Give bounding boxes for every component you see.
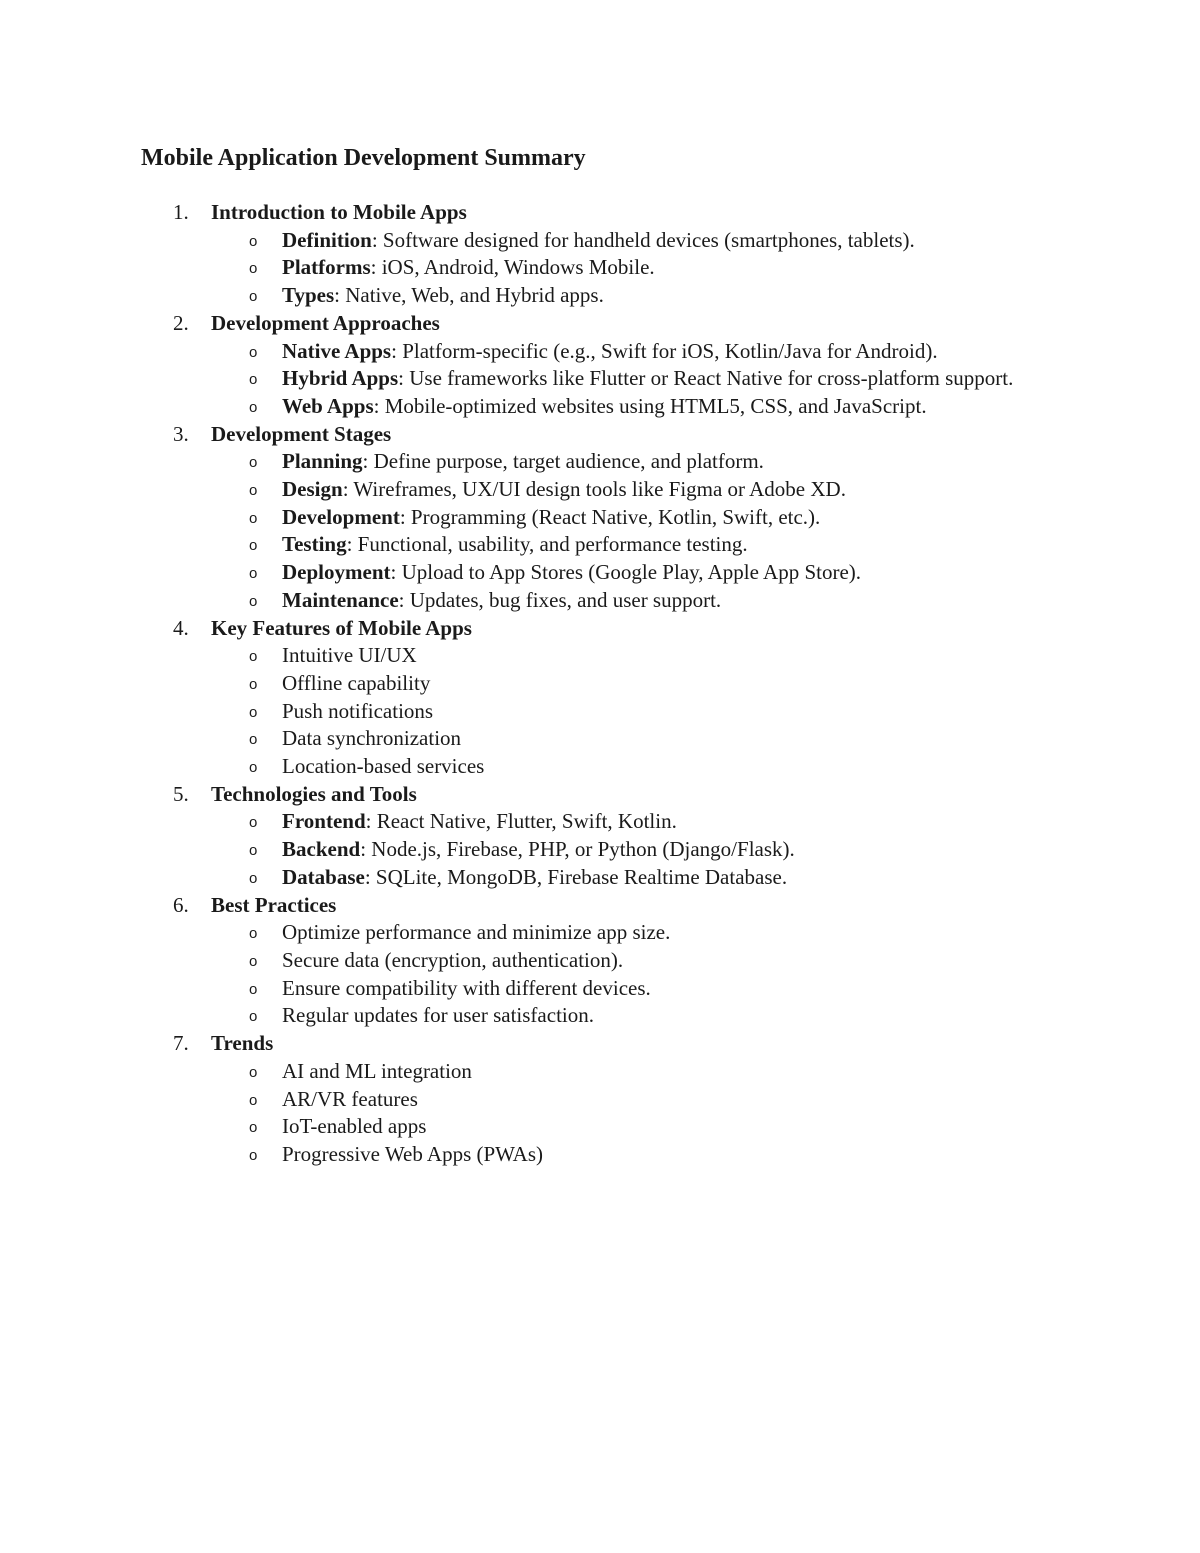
section-item <box>141 310 1061 421</box>
item-text: : Functional, usability, and performance testing. <box>346 532 748 557</box>
section-list <box>141 199 1061 1169</box>
hollow-bullet-icon: o <box>249 703 258 721</box>
item-text: Progressive Web Apps (PWAs) <box>282 1141 543 1166</box>
hollow-bullet-icon: o <box>249 869 258 887</box>
item-text: : Upload to App Stores (Google Play, Apple App Store). <box>390 560 862 585</box>
item-label: Frontend <box>282 809 366 834</box>
section-item <box>141 421 1061 615</box>
list-item <box>141 587 1061 615</box>
list-item <box>141 393 1061 421</box>
item-text: Data synchronization <box>282 726 462 751</box>
section-title: Development Approaches <box>211 310 440 335</box>
list-item <box>141 1058 1061 1086</box>
hollow-bullet-icon: o <box>249 232 258 250</box>
hollow-bullet-icon: o <box>249 1063 258 1081</box>
section-heading <box>141 892 1061 920</box>
hollow-bullet-icon: o <box>249 814 258 832</box>
item-label: Platforms <box>282 255 371 280</box>
item-label: Development <box>282 504 400 529</box>
page-title: Mobile Application Development Summary <box>141 145 586 171</box>
item-label: Backend <box>282 837 361 862</box>
section-item <box>141 199 1061 310</box>
item-text: : Native, Web, and Hybrid apps. <box>334 283 604 308</box>
list-item <box>141 919 1061 947</box>
section-item <box>141 1030 1061 1169</box>
hollow-bullet-icon: o <box>249 925 258 943</box>
list-item <box>141 670 1061 698</box>
list-item <box>141 559 1061 587</box>
item-label: Maintenance <box>282 587 399 612</box>
hollow-bullet-icon: o <box>249 509 258 527</box>
list-item <box>141 504 1061 532</box>
item-text: IoT-enabled apps <box>282 1114 427 1139</box>
hollow-bullet-icon: o <box>249 1119 258 1137</box>
section-title: Technologies and Tools <box>211 781 417 806</box>
item-text: Optimize performance and minimize app size. <box>282 920 671 945</box>
hollow-bullet-icon: o <box>249 371 258 389</box>
hollow-bullet-icon: o <box>249 592 258 610</box>
item-text: Location-based services <box>282 754 485 779</box>
list-item <box>141 227 1061 255</box>
section-number: 1. <box>173 200 189 224</box>
item-text: Ensure compatibility with different devices. <box>282 975 651 1000</box>
section-number: 3. <box>173 421 189 446</box>
sub-item-list <box>141 338 1061 421</box>
sub-item-list <box>141 642 1061 781</box>
item-text: : Use frameworks like Flutter or React Native for cross-platform support. <box>398 366 1014 391</box>
item-label: Deployment <box>282 560 391 585</box>
list-item <box>141 1002 1061 1030</box>
sub-item-list <box>141 808 1061 891</box>
sub-item-list <box>141 1058 1061 1169</box>
section-title: Key Features of Mobile Apps <box>211 615 472 640</box>
list-item <box>141 753 1061 781</box>
section-heading <box>141 199 1061 227</box>
item-label: Testing <box>282 532 347 557</box>
hollow-bullet-icon: o <box>249 260 258 278</box>
hollow-bullet-icon: o <box>249 398 258 416</box>
hollow-bullet-icon: o <box>249 980 258 998</box>
section-number: 7. <box>173 1031 189 1056</box>
list-item <box>141 836 1061 864</box>
item-text: Intuitive UI/UX <box>282 643 417 668</box>
list-item <box>141 338 1061 366</box>
section-title: Trends <box>211 1031 274 1056</box>
item-label: Design <box>282 477 343 502</box>
list-item <box>141 476 1061 504</box>
list-item <box>141 282 1061 310</box>
item-text: Offline capability <box>282 670 431 695</box>
section-heading <box>141 310 1061 338</box>
section-title: Best Practices <box>211 892 337 917</box>
section-heading <box>141 421 1061 449</box>
list-item <box>141 365 1061 393</box>
list-item <box>141 947 1061 975</box>
item-text: AR/VR features <box>282 1086 418 1111</box>
item-label: Planning <box>282 449 363 474</box>
hollow-bullet-icon: o <box>249 731 258 749</box>
section-title: Introduction to Mobile Apps <box>211 200 467 224</box>
item-label: Native Apps <box>282 338 392 363</box>
hollow-bullet-icon: o <box>249 842 258 860</box>
section-item <box>141 615 1061 781</box>
item-text: : Platform-specific (e.g., Swift for iOS, Kotlin/Java for Android). <box>391 338 938 363</box>
sub-item-list <box>141 227 1061 310</box>
section-title: Development Stages <box>211 421 392 446</box>
item-text: : Define purpose, target audience, and platform. <box>362 449 764 474</box>
item-text: Secure data (encryption, authentication). <box>282 947 624 972</box>
item-text: : iOS, Android, Windows Mobile. <box>370 255 655 280</box>
list-item <box>141 531 1061 559</box>
item-text: : SQLite, MongoDB, Firebase Realtime Database. <box>364 864 788 889</box>
list-item <box>141 864 1061 892</box>
item-label: Database <box>282 864 365 889</box>
list-item <box>141 1086 1061 1114</box>
item-text: : Programming (React Native, Kotlin, Swift, etc.). <box>399 504 821 529</box>
list-item <box>141 725 1061 753</box>
hollow-bullet-icon: o <box>249 537 258 555</box>
section-number: 6. <box>173 892 189 917</box>
item-text: : Wireframes, UX/UI design tools like Figma or Adobe XD. <box>342 477 846 502</box>
hollow-bullet-icon: o <box>249 759 258 777</box>
item-text: : Node.js, Firebase, PHP, or Python (Django/Flask). <box>360 837 795 862</box>
section-number: 4. <box>173 615 189 640</box>
sub-item-list <box>141 919 1061 1030</box>
list-item <box>141 448 1061 476</box>
section-number: 2. <box>173 310 189 335</box>
list-item <box>141 642 1061 670</box>
list-item <box>141 254 1061 282</box>
section-item <box>141 892 1061 1031</box>
item-label: Hybrid Apps <box>282 366 399 391</box>
item-text: Regular updates for user satisfaction. <box>282 1003 594 1028</box>
item-label: Web Apps <box>282 393 374 418</box>
list-item <box>141 808 1061 836</box>
hollow-bullet-icon: o <box>249 1146 258 1164</box>
hollow-bullet-icon: o <box>249 1008 258 1026</box>
item-text: : Mobile-optimized websites using HTML5, CSS, and JavaScript. <box>373 393 927 418</box>
hollow-bullet-icon: o <box>249 648 258 666</box>
sub-item-list <box>141 448 1061 614</box>
item-label: Types <box>282 283 335 308</box>
item-text: : Updates, bug fixes, and user support. <box>398 587 722 612</box>
hollow-bullet-icon: o <box>249 343 258 361</box>
item-text: : Software designed for handheld devices (smartphones, tablets). <box>371 227 915 252</box>
list-item <box>141 975 1061 1003</box>
hollow-bullet-icon: o <box>249 1091 258 1109</box>
hollow-bullet-icon: o <box>249 482 258 500</box>
hollow-bullet-icon: o <box>249 454 258 472</box>
item-text: AI and ML integration <box>282 1058 472 1083</box>
item-text: : React Native, Flutter, Swift, Kotlin. <box>365 809 677 834</box>
hollow-bullet-icon: o <box>249 675 258 693</box>
section-heading <box>141 781 1061 809</box>
section-heading <box>141 1030 1061 1058</box>
list-item <box>141 1113 1061 1141</box>
section-heading <box>141 615 1061 643</box>
hollow-bullet-icon: o <box>249 952 258 970</box>
section-number: 5. <box>173 781 189 806</box>
item-text: Push notifications <box>282 698 434 723</box>
list-item <box>141 1141 1061 1169</box>
item-label: Definition <box>282 227 372 252</box>
hollow-bullet-icon: o <box>249 288 258 306</box>
list-item <box>141 698 1061 726</box>
hollow-bullet-icon: o <box>249 565 258 583</box>
section-item <box>141 781 1061 892</box>
